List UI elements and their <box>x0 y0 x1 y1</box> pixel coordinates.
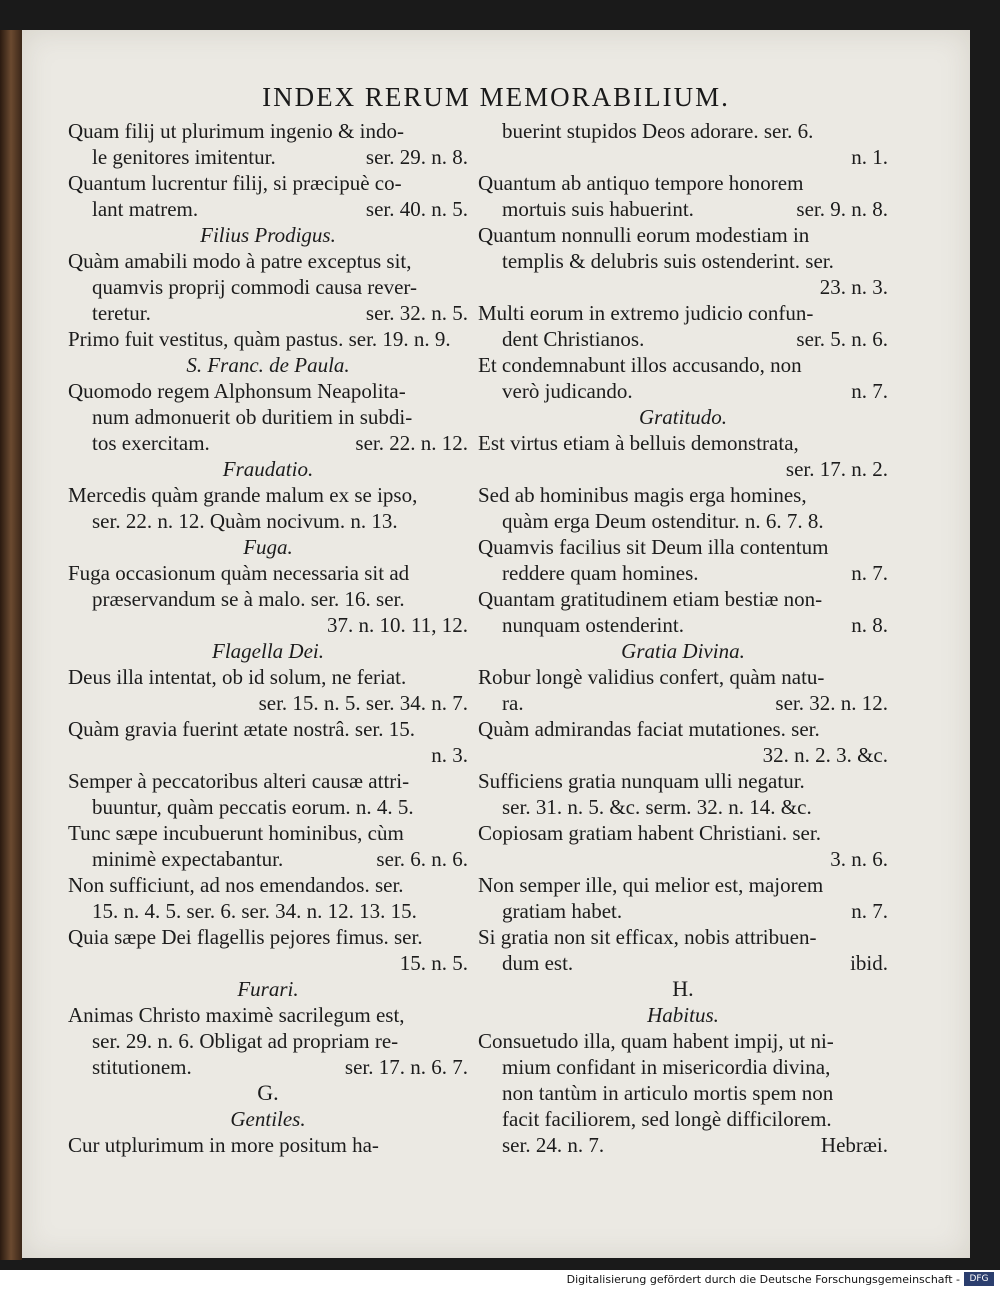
index-line <box>478 378 888 404</box>
index-line: ser. 17. n. 2. <box>785 457 888 481</box>
index-line: Quam filij ut plurimum ingenio & indo- <box>68 119 404 143</box>
index-line: Consuetudo illa, quam habent impij, ut ni- <box>478 1029 834 1053</box>
index-line: Quantam gratitudinem etiam bestiæ non- <box>478 587 823 611</box>
line-reference: ser. 32. n. 12. <box>775 691 888 715</box>
index-line: quamvis proprij commodi causa rever- <box>92 275 417 299</box>
line-text: ser. 24. n. 7. <box>502 1133 605 1157</box>
index-heading: Fraudatio. <box>222 457 314 481</box>
index-line: Multi eorum in extremo judicio confun- <box>478 301 814 325</box>
dfg-logo: DFG <box>964 1272 994 1286</box>
section-letter: H. <box>672 976 694 1001</box>
index-line: Cur utplurimum in more positum ha- <box>68 1133 379 1157</box>
line-text: stitutionem. <box>92 1055 192 1079</box>
index-line: Non semper ille, qui melior est, majorem <box>478 873 824 897</box>
index-line <box>68 846 468 872</box>
line-reference: ser. 5. n. 6. <box>796 327 888 351</box>
book-spine <box>0 30 22 1260</box>
line-text: nunquam ostenderint. <box>502 613 684 637</box>
index-line: 15. n. 4. 5. ser. 6. ser. 34. n. 12. 13. 15. <box>92 899 417 923</box>
index-heading: S. Franc. de Paula. <box>186 353 350 377</box>
index-line: 15. n. 5. <box>399 951 468 975</box>
index-line: Semper à peccatoribus alteri causæ attri- <box>68 769 410 793</box>
index-line <box>478 1132 888 1158</box>
line-reference: ser. 17. n. 6. 7. <box>344 1055 468 1079</box>
index-line: Primo fuit vestitus, quàm pastus. ser. 19. n. 9. <box>68 327 451 351</box>
index-line: Non sufficiunt, ad nos emendandos. ser. <box>68 873 404 897</box>
index-heading: Gratia Divina. <box>621 639 745 663</box>
index-line: Sed ab hominibus magis erga homines, <box>478 483 807 507</box>
line-reference: ser. 29. n. 8. <box>365 145 468 169</box>
line-reference: n. 7. <box>851 899 888 923</box>
index-line: buerint stupidos Deos adorare. ser. 6. <box>502 119 814 143</box>
line-text: verò judicando. <box>502 379 633 403</box>
line-reference: Hebræi. <box>820 1133 888 1157</box>
line-text: lant matrem. <box>92 197 199 221</box>
index-line: ser. 29. n. 6. Obligat ad propriam re- <box>92 1029 399 1053</box>
index-line: Et condemnabunt illos accusando, non <box>478 353 802 377</box>
index-line: 3. n. 6. <box>830 847 888 871</box>
right-column <box>478 118 888 1158</box>
index-line: Fuga occasionum quàm necessaria sit ad <box>68 561 410 585</box>
index-line: Quamvis facilius sit Deum illa contentum <box>478 535 829 559</box>
line-text: gratiam habet. <box>502 899 623 923</box>
book-page <box>22 30 970 1258</box>
index-line: Copiosam gratiam habent Christiani. ser. <box>478 821 821 845</box>
line-reference: ser. 22. n. 12. <box>355 431 468 455</box>
line-reference: n. 8. <box>851 613 888 637</box>
line-text: le genitores imitentur. <box>92 145 276 169</box>
index-line <box>478 612 888 638</box>
index-line <box>478 950 888 976</box>
index-line <box>68 1054 468 1080</box>
index-line <box>478 898 888 924</box>
line-reference: ser. 9. n. 8. <box>796 197 888 221</box>
index-line <box>68 144 468 170</box>
index-line: ser. 31. n. 5. &c. serm. 32. n. 14. &c. <box>502 795 812 819</box>
index-line: Quia sæpe Dei flagellis pejores fimus. ser. <box>68 925 423 949</box>
index-line: præservandum se à malo. ser. 16. ser. <box>92 587 405 611</box>
index-line: Si gratia non sit efficax, nobis attribuen- <box>478 925 817 949</box>
index-line: Deus illa intentat, ob id solum, ne feriat. <box>68 665 407 689</box>
index-line: Robur longè validius confert, quàm natu- <box>478 665 825 689</box>
line-reference: n. 7. <box>851 561 888 585</box>
line-text: dum est. <box>502 951 574 975</box>
index-line: ser. 22. n. 12. Quàm nocivum. n. 13. <box>92 509 398 533</box>
line-text: minimè expectabantur. <box>92 847 284 871</box>
line-text: ra. <box>502 691 524 715</box>
line-text: reddere quam homines. <box>502 561 699 585</box>
index-line: buuntur, quàm peccatis eorum. n. 4. 5. <box>92 795 414 819</box>
index-line: Quantum nonnulli eorum modestiam in <box>478 223 810 247</box>
line-reference: ser. 32. n. 5. <box>365 301 468 325</box>
index-line: Quantum ab antiquo tempore honorem <box>478 171 804 195</box>
index-line: Quàm admirandas faciat mutationes. ser. <box>478 717 820 741</box>
left-column <box>68 118 468 1158</box>
index-line: templis & delubris suis ostenderint. ser. <box>502 249 834 273</box>
index-line <box>68 196 468 222</box>
index-line: ser. 15. n. 5. ser. 34. n. 7. <box>258 691 468 715</box>
index-line: n. 1. <box>851 145 888 169</box>
index-line: Tunc sæpe incubuerunt hominibus, cùm <box>68 821 404 845</box>
index-line: Quantum lucrentur filij, si præcipuè co- <box>68 171 402 195</box>
index-line <box>478 196 888 222</box>
index-line: quàm erga Deum ostenditur. n. 6. 7. 8. <box>502 509 824 533</box>
section-letter: G. <box>257 1080 279 1105</box>
index-line: n. 3. <box>431 743 468 767</box>
index-heading: Gratitudo. <box>638 405 728 429</box>
line-reference: ibid. <box>850 951 888 975</box>
index-line: Quàm amabili modo à patre exceptus sit, <box>68 249 412 273</box>
index-line: num admonuerit ob duritiem in subdi- <box>92 405 413 429</box>
page-header: INDEX RERUM MEMORABILIUM. <box>262 82 730 112</box>
index-heading: Fuga. <box>243 535 293 559</box>
index-line: Sufficiens gratia nunquam ulli negatur. <box>478 769 805 793</box>
index-line: Mercedis quàm grande malum ex se ipso, <box>68 483 418 507</box>
index-line: 23. n. 3. <box>819 275 888 299</box>
index-line <box>478 326 888 352</box>
index-line: 37. n. 10. 11, 12. <box>327 613 468 637</box>
line-text: tos exercitam. <box>92 431 210 455</box>
index-line: Quomodo regem Alphonsum Neapolita- <box>68 379 406 403</box>
index-heading: Furari. <box>237 977 299 1001</box>
index-line: facit faciliorem, sed longè difficilorem. <box>502 1107 832 1131</box>
index-heading: Filius Prodigus. <box>200 223 336 247</box>
line-reference: ser. 6. n. 6. <box>376 847 468 871</box>
line-text: mortuis suis habuerint. <box>502 197 694 221</box>
line-reference: n. 7. <box>851 379 888 403</box>
index-line: mium confidant in misericordia divina, <box>502 1055 831 1079</box>
index-heading: Gentiles. <box>230 1107 306 1131</box>
funding-notice: Digitalisierung gefördert durch die Deutsche Forschungsgemeinschaft - <box>566 1273 960 1286</box>
index-line: 32. n. 2. 3. &c. <box>762 743 888 767</box>
index-line <box>68 430 468 456</box>
index-line <box>68 300 468 326</box>
index-heading: Flagella Dei. <box>212 639 324 663</box>
index-line <box>478 690 888 716</box>
index-heading: Habitus. <box>647 1003 719 1027</box>
index-line: Animas Christo maximè sacrilegum est, <box>68 1003 405 1027</box>
index-line: Quàm gravia fuerint ætate nostrâ. ser. 15. <box>68 717 415 741</box>
index-line: Est virtus etiam à belluis demonstrata, <box>478 431 799 455</box>
line-text: teretur. <box>92 301 151 325</box>
index-line <box>478 560 888 586</box>
line-text: dent Christianos. <box>502 327 645 351</box>
line-reference: ser. 40. n. 5. <box>365 197 468 221</box>
index-line: non tantùm in articulo mortis spem non <box>502 1081 834 1105</box>
